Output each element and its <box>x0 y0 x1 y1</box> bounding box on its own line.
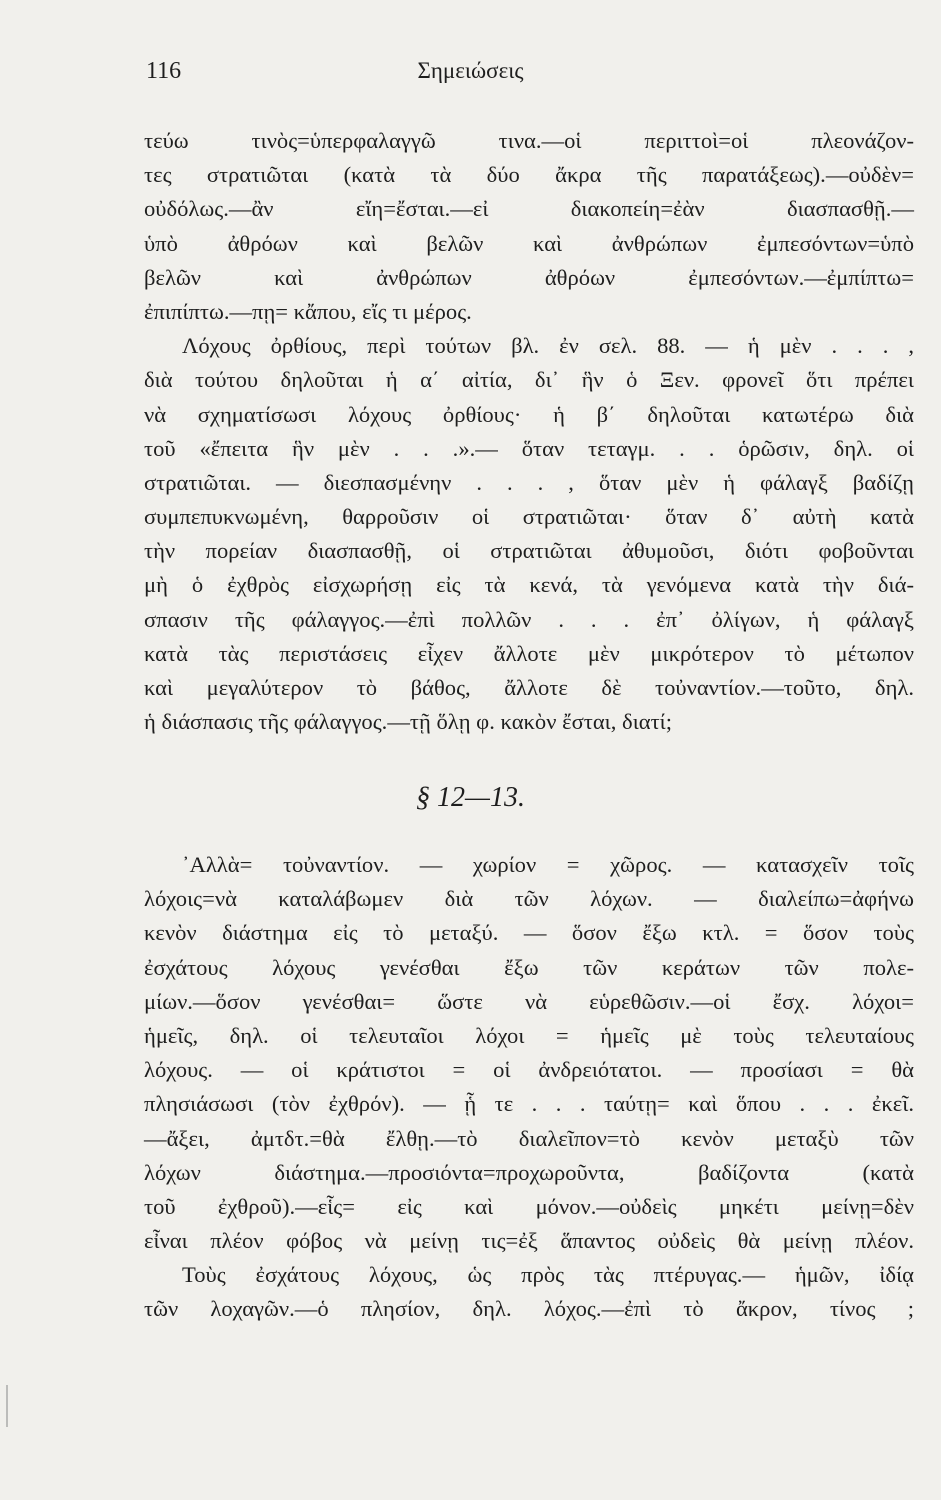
text-line: μίων.—ὅσον γενέσθαι= ὥστε νὰ εὑρεθῶσιν.—οἱ ἔσχ. λόχοι= <box>144 988 914 1014</box>
text-line: —ἄξει, ἀμτδτ.=θὰ ἔλθῃ.—τὸ διαλεῖπον=τὸ κενὸν μεταξὺ τῶν <box>144 1125 914 1151</box>
text-line: τοῦ ἐχθροῦ).—εἷς= εἰς καὶ μόνον.—οὐδεὶς μηκέτι μείνῃ=δὲν <box>144 1193 914 1219</box>
notes-block-2 <box>144 848 914 1327</box>
running-title: Σημειώσεις <box>417 58 524 83</box>
text-line: λόχων διάστημα.—προσιόντα=προχωροῦντα, βαδίζοντα (κατὰ <box>144 1159 914 1185</box>
text-line: ᾽Αλλὰ= τοὐναντίον. — χωρίον = χῶρος. — κατασχεῖν τοῖς <box>182 852 914 877</box>
text-line: Τοὺς ἐσχάτους λόχους, ὡς πρὸς τὰς πτέρυγας.— ἡμῶν, ἰδίᾳ <box>182 1262 914 1288</box>
page-number: 116 <box>146 58 182 84</box>
text-line: κατὰ τὰς περιστάσεις εἶχεν ἄλλοτε μὲν μικρότερον τὸ μέτωπον <box>144 640 914 666</box>
text-line: ἡμεῖς, δηλ. οἱ τελευταῖοι λόχοι = ἡμεῖς μὲ τοὺς τελευταίους <box>144 1022 914 1048</box>
text-line: εἶναι πλέον φόβος νὰ μείνῃ τις=ἐξ ἅπαντος οὐδεὶς θὰ μείνῃ πλέον. <box>144 1228 914 1254</box>
text-line: ὑπὸ ἀθρόων καὶ βελῶν καὶ ἀνθρώπων ἐμπεσόντων=ὑπὸ <box>144 230 914 256</box>
notes-block-1 <box>144 124 914 739</box>
text-line: τεύω τινὸς=ὑπερφαλαγγῶ τινα.—οἱ περιττοὶ=οἱ πλεονάζον- <box>144 128 914 153</box>
text-line: τῶν λοχαγῶν.—ὁ πλησίον, δηλ. λόχος.—ἐπὶ τὸ ἄκρον, τίνος ; <box>144 1296 914 1322</box>
section-heading: § 12—13. <box>416 782 525 813</box>
text-line: λόχοις=νὰ καταλάβωμεν διὰ τῶν λόχων. — διαλείπω=ἀφήνω <box>144 886 914 912</box>
text-line: βελῶν καὶ ἀνθρώπων ἀθρόων ἐμπεσόντων.—ἐμπίπτω= <box>144 264 914 290</box>
text-line: καὶ μεγαλύτερον τὸ βάθος, ἄλλοτε δὲ τοὐναντίον.—τοῦτο, δηλ. <box>144 675 914 700</box>
text-line: κενὸν διάστημα εἰς τὸ μεταξύ. — ὅσον ἔξω κτλ. = ὅσον τοὺς <box>144 920 914 946</box>
text-line: τὴν πορείαν διασπασθῇ, οἱ στρατιῶται ἀθυμοῦσι, διότι φοβοῦνται <box>144 538 914 564</box>
text-line: στρατιῶται. — διεσπασμένην . . . , ὅταν μὲν ἡ φάλαγξ βαδίζῃ <box>144 469 914 495</box>
text-line: ἡ διάσπασις τῆς φάλαγγος.—τῇ ὅλῃ φ. κακὸν ἔσται, διατί; <box>144 709 673 735</box>
text-line: ἐσχάτους λόχους γενέσθαι ἔξω τῶν κεράτων τῶν πολε- <box>144 954 914 980</box>
text-line: ἐπιπίπτω.—πῃ= κἄπου, εἴς τι μέρος. <box>144 298 472 324</box>
text-line: νὰ σχηματίσωσι λόχους ὀρθίους· ἡ β΄ δηλοῦται κατωτέρω διὰ <box>144 401 914 427</box>
text-line: οὐδόλως.—ἂν εἴη=ἔσται.—εἰ διακοπείη=ἐὰν διασπασθῇ.— <box>144 196 914 222</box>
text-line: Λόχους ὀρθίους, περὶ τούτων βλ. ἐν σελ. 88. — ἡ μὲν . . . , <box>182 333 914 359</box>
text-line: συμπεπυκνωμένη, θαρροῦσιν οἱ στρατιῶται· ὅταν δ᾽ αὐτὴ κατὰ <box>144 504 914 530</box>
text-line: σπασιν τῆς φάλαγγος.—ἐπὶ πολλῶν . . . ἐπ᾽ ὀλίγων, ἡ φάλαγξ <box>144 606 914 632</box>
text-line: τοῦ «ἔπειτα ἣν μὲν . . .».— ὅταν τεταγμ. . . ὁρῶσιν, δηλ. οἱ <box>144 435 914 461</box>
text-line: τες στρατιῶται (κατὰ τὰ δύο ἄκρα τῆς παρατάξεως).—οὐδὲν= <box>144 162 914 188</box>
text-line: μὴ ὁ ἐχθρὸς εἰσχωρήσῃ εἰς τὰ κενά, τὰ γενόμενα κατὰ τὴν διά- <box>144 572 914 598</box>
scan-artifact-mark <box>6 1385 8 1427</box>
text-line: πλησιάσωσι (τὸν ἐχθρόν). — ᾗ τε . . . ταύτῃ= καὶ ὅπου . . . ἐκεῖ. <box>144 1091 914 1117</box>
text-line: διὰ τούτου δηλοῦται ἡ α΄ αἰτία, δι᾽ ἣν ὁ Ξεν. φρονεῖ ὅτι πρέπει <box>144 367 914 393</box>
text-line: λόχους. — οἱ κράτιστοι = οἱ ἀνδρειότατοι. — προσίασι = θὰ <box>144 1057 914 1083</box>
